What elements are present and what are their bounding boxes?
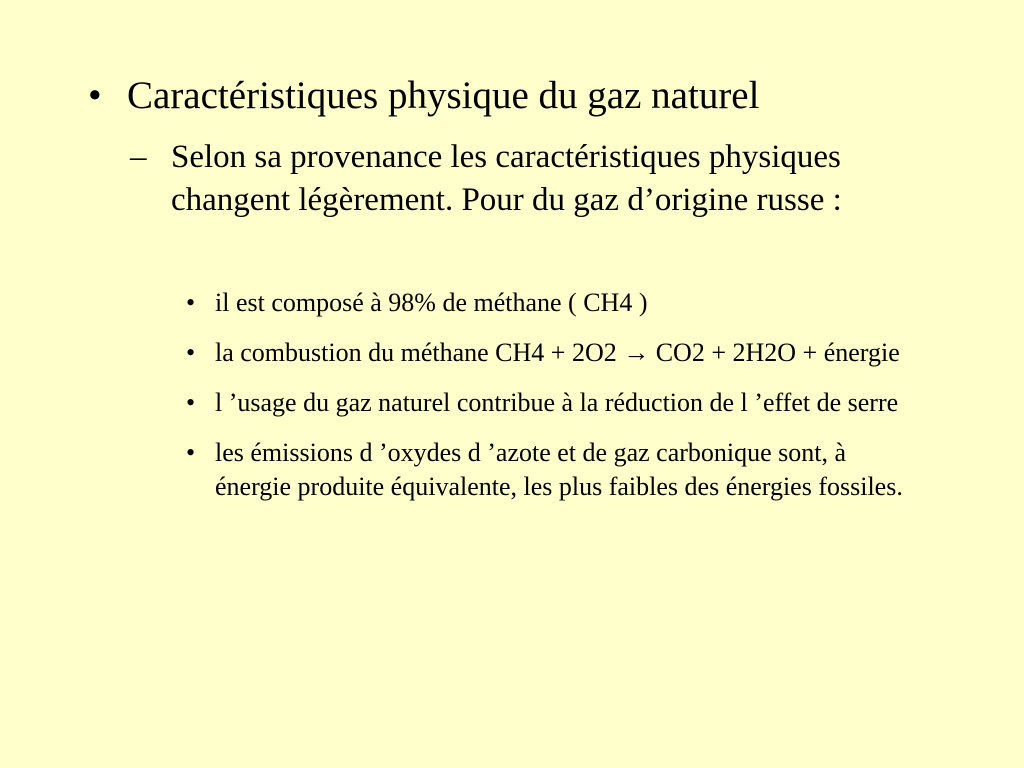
list-item-text: les émissions d ’oxydes d ’azote et de gaz carbonique sont, à énergie produite équivalente, les plus faibles des énergies fossiles. (215, 438, 903, 501)
list-item-text: la combustion du méthane CH4 + 2O2 → CO2 + 2H2O + énergie (215, 338, 900, 367)
list-item (186, 336, 966, 370)
bullet-icon: • (88, 74, 102, 117)
bullet-icon: • (186, 288, 196, 317)
list-item (186, 386, 966, 420)
sub-point-text: Selon sa provenance les caractéristiques physiques changent légèrement. Pour du gaz d’origine russe : (171, 139, 842, 218)
bullet-icon: • (186, 438, 196, 467)
bullet-icon: • (186, 338, 196, 367)
list-item-text: l ’usage du gaz naturel contribue à la réduction de l ’effet de serre (215, 388, 899, 417)
dash-icon: – (130, 139, 147, 175)
list-item-text: il est composé à 98% de méthane ( CH4 ) (215, 288, 648, 317)
detail-list (186, 286, 966, 520)
main-heading: Caractéristiques physique du gaz naturel (127, 74, 760, 117)
list-item (186, 286, 966, 320)
list-item (186, 436, 966, 504)
bullet-icon: • (186, 388, 196, 417)
